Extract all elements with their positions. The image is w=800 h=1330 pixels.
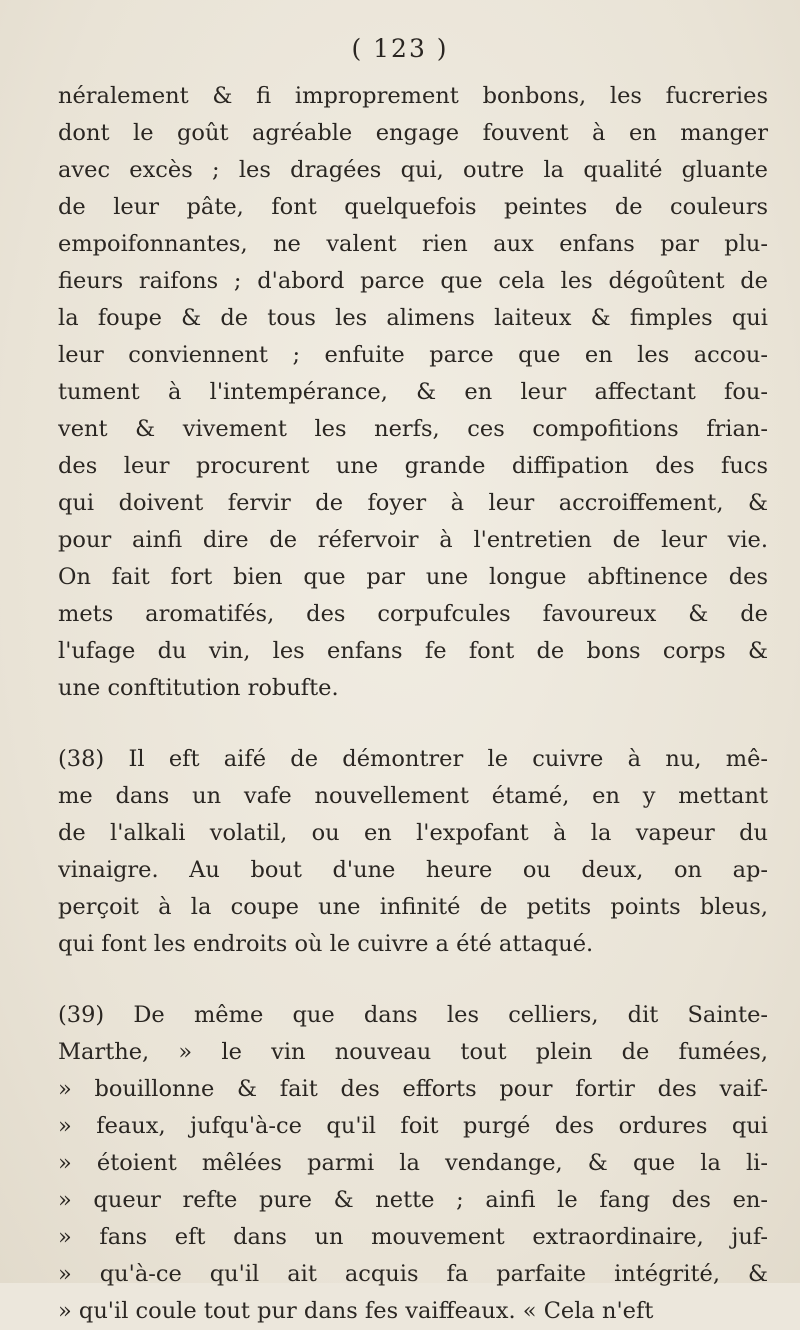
text-line: Marthe, » le vin nouveau tout plein de fumées,: [58, 1039, 768, 1065]
text-line: » feaux, jufqu'à-ce qu'il foit purgé des ordures qui: [58, 1113, 768, 1139]
text-line: de l'alkali volatil, ou en l'expofant à la vapeur du: [58, 820, 768, 846]
text-line: pour ainfi dire de réfervoir à l'entretien de leur vie.: [58, 527, 768, 553]
text-line: » étoient mêlées parmi la vendange, & que la li-: [58, 1150, 768, 1176]
text-line: empoifonnantes, ne valent rien aux enfans par plu-: [58, 231, 768, 257]
text-line: (38) Il eft aifé de démontrer le cuivre à nu, mê-: [58, 746, 768, 772]
text-line: vent & vivement les nerfs, ces compofitions frian-: [58, 416, 768, 442]
text-line: » bouillonne & fait des efforts pour fortir des vaif-: [58, 1076, 768, 1102]
text-line: leur conviennent ; enfuite parce que en les accou-: [58, 342, 768, 368]
text-line: » fans eft dans un mouvement extraordinaire, juf-: [58, 1224, 768, 1250]
text-line: vinaigre. Au bout d'une heure ou deux, on ap-: [58, 857, 768, 883]
text-line: (39) De même que dans les celliers, dit Sainte-: [58, 1002, 768, 1028]
text-line: avec excès ; les dragées qui, outre la qualité gluante: [58, 157, 768, 183]
text-line: dont le goût agréable engage fouvent à en manger: [58, 120, 768, 146]
text-line: des leur procurent une grande diffipation des fucs: [58, 453, 768, 479]
text-line: la foupe & de tous les alimens laiteux & fimples qui: [58, 305, 768, 331]
text-line: perçoit à la coupe une infinité de petits points bleus,: [58, 894, 768, 920]
text-line: néralement & fi improprement bonbons, les fucreries: [58, 83, 768, 109]
text-line: qui doivent fervir de foyer à leur accroiffement, &: [58, 490, 768, 516]
text-line: fieurs raifons ; d'abord parce que cela les dégoûtent de: [58, 268, 768, 294]
text-line: l'ufage du vin, les enfans fe font de bons corps &: [58, 638, 768, 664]
note-38: [58, 741, 768, 963]
text-line: » qu'il coule tout pur dans fes vaiffeaux. « Cela n'eft: [58, 1298, 654, 1324]
note-39: [58, 997, 768, 1330]
text-line: On fait fort bien que par une longue abftinence des: [58, 564, 768, 590]
text-line: de leur pâte, font quelquefois peintes de couleurs: [58, 194, 768, 220]
text-line: une conftitution robufte.: [58, 675, 339, 701]
paragraph-sucreries: [58, 78, 768, 707]
text-line: me dans un vafe nouvellement étamé, en y mettant: [58, 783, 768, 809]
text-line: mets aromatifés, des corpufcules favoureux & de: [58, 601, 768, 627]
text-line: » qu'à-ce qu'il ait acquis fa parfaite intégrité, &: [58, 1261, 768, 1287]
page-number: ( 123 ): [351, 34, 449, 63]
text-line: » queur refte pure & nette ; ainfi le fang des en-: [58, 1187, 768, 1213]
page-body: [58, 78, 768, 1330]
text-line: tument à l'intempérance, & en leur affectant fou-: [58, 379, 768, 405]
text-line: qui font les endroits où le cuivre a été attaqué.: [58, 931, 594, 957]
